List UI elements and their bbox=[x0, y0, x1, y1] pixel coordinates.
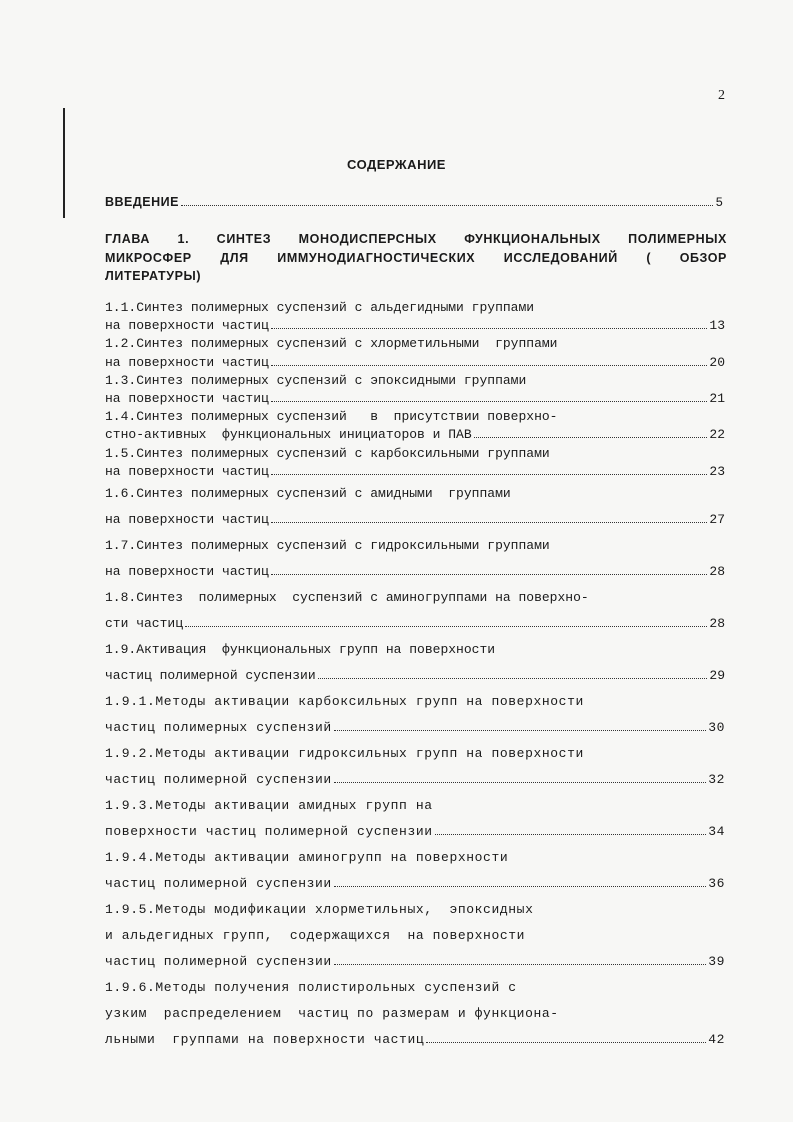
toc-entry-text: частиц полимерной суспензии bbox=[105, 668, 316, 684]
toc-entry bbox=[105, 585, 725, 637]
toc-entry-line bbox=[105, 715, 725, 741]
toc-entry bbox=[105, 793, 725, 845]
toc-entry-page: 22 bbox=[709, 427, 725, 443]
toc-entry-line bbox=[105, 949, 725, 975]
toc-entry-line bbox=[105, 507, 725, 533]
toc-entry-text: поверхности частиц полимерной суспензии bbox=[105, 824, 433, 840]
toc-entry-line bbox=[105, 637, 725, 663]
toc-entry bbox=[105, 637, 725, 689]
toc-entry-text: 1.1.Синтез полимерных суспензий с альдегидными группами bbox=[105, 300, 535, 315]
toc-entry-page: 28 bbox=[709, 564, 725, 580]
toc-entry-text: 1.7.Синтез полимерных суспензий с гидроксильными группами bbox=[105, 538, 550, 554]
toc-entry-page: 13 bbox=[709, 318, 725, 334]
toc-entry-line bbox=[105, 819, 725, 845]
leader-dots bbox=[181, 196, 714, 206]
toc-entry bbox=[105, 335, 725, 371]
toc-entry-line bbox=[105, 767, 725, 793]
toc-entry-text: 1.6.Синтез полимерных суспензий с амидными группами bbox=[105, 486, 511, 502]
leader-dots bbox=[271, 355, 708, 366]
leader-dots bbox=[426, 1032, 706, 1043]
toc-entry-page: 36 bbox=[708, 876, 725, 892]
toc-entry-line bbox=[105, 611, 725, 637]
toc-entry-line bbox=[105, 559, 725, 585]
toc-entry-text: 1.9.Активация функциональных групп на поверхности bbox=[105, 642, 496, 658]
leader-dots bbox=[334, 876, 706, 887]
toc-entry-line bbox=[105, 871, 725, 897]
leader-dots bbox=[435, 824, 707, 835]
leader-dots bbox=[334, 772, 706, 783]
toc-entry-line bbox=[105, 585, 725, 611]
toc-entry-text: частиц полимерной суспензии bbox=[105, 954, 332, 970]
leader-dots bbox=[318, 668, 708, 679]
toc-title: СОДЕРЖАНИЕ bbox=[347, 157, 446, 172]
toc-entry bbox=[105, 845, 725, 897]
toc-entry-text: 1.9.5.Методы модификации хлорметильных, эпоксидных bbox=[105, 902, 534, 918]
toc-entry-text: 1.2.Синтез полимерных суспензий с хлорметильными группами bbox=[105, 336, 558, 352]
toc-entry-text: узким распределением частиц по размерам и функциона- bbox=[105, 1006, 559, 1022]
toc-entry bbox=[105, 372, 725, 408]
toc-entry-text: 1.8.Синтез полимерных суспензий с аминогруппами на поверхно- bbox=[105, 590, 589, 606]
toc-entry-text: на поверхности частиц bbox=[105, 463, 269, 479]
toc-entry-text: на поверхности частиц bbox=[105, 391, 269, 407]
toc-entry-line bbox=[105, 1027, 725, 1053]
intro-label: ВВЕДЕНИЕ bbox=[105, 195, 179, 209]
toc-entry-line bbox=[105, 390, 725, 408]
toc-entry bbox=[105, 299, 725, 335]
toc-entry-line bbox=[105, 372, 725, 390]
toc-entry-line bbox=[105, 689, 725, 715]
toc-entry bbox=[105, 975, 725, 1053]
toc-entry-text: 1.5.Синтез полимерных суспензий с карбоксильными группами bbox=[105, 445, 550, 461]
toc-entry-text: 1.9.2.Методы активации гидроксильных групп на поверхности bbox=[105, 746, 584, 762]
toc-entry-page: 20 bbox=[709, 354, 725, 370]
toc-entry-line bbox=[105, 663, 725, 689]
toc-entry-line bbox=[105, 354, 725, 372]
toc-entry-page: 28 bbox=[709, 616, 725, 632]
toc-entry-text: на поверхности частиц bbox=[105, 512, 269, 528]
toc-entry bbox=[105, 445, 725, 481]
intro-page: 5 bbox=[715, 196, 723, 210]
toc-entry-text: частиц полимерной суспензии bbox=[105, 772, 332, 788]
toc-entry-line bbox=[105, 741, 725, 767]
toc-entry bbox=[105, 689, 725, 741]
toc-entry-text: льными группами на поверхности частиц bbox=[105, 1032, 425, 1048]
leader-dots bbox=[271, 391, 708, 402]
toc-entry-text: 1.9.1.Методы активации карбоксильных групп на поверхности bbox=[105, 694, 584, 710]
toc-entry bbox=[105, 408, 725, 444]
toc-entry-page: 27 bbox=[709, 512, 725, 528]
toc-entry-line bbox=[105, 533, 725, 559]
leader-dots bbox=[271, 512, 708, 523]
toc-entry-line bbox=[105, 1001, 725, 1027]
leader-dots bbox=[271, 464, 708, 475]
chapter-line: МИКРОСФЕР ДЛЯ ИММУНОДИАГНОСТИЧЕСКИХ ИССЛЕДОВАНИЙ ( ОБЗОР bbox=[105, 250, 727, 265]
toc-entries bbox=[105, 299, 725, 1053]
chapter-heading bbox=[105, 230, 727, 286]
toc-entry-text: частиц полимерных суспензий bbox=[105, 720, 332, 736]
toc-entry bbox=[105, 481, 725, 533]
toc-entry-text: на поверхности частиц bbox=[105, 318, 269, 334]
toc-entry-text: 1.3.Синтез полимерных суспензий с эпоксидными группами bbox=[105, 372, 527, 388]
toc-entry-text: сти частиц bbox=[105, 616, 184, 632]
toc-entry-line bbox=[105, 445, 725, 463]
toc-entry-page: 30 bbox=[708, 720, 725, 736]
chapter-line: ЛИТЕРАТУРЫ) bbox=[105, 269, 202, 283]
toc-entry-line bbox=[105, 426, 725, 444]
toc-entry-page: 29 bbox=[709, 668, 725, 684]
toc-entry-page: 32 bbox=[708, 772, 725, 788]
toc-entry-text: 1.9.4.Методы активации аминогрупп на поверхности bbox=[105, 850, 509, 866]
toc-entry-text: на поверхности частиц bbox=[105, 354, 269, 370]
toc-entry-text: частиц полимерной суспензии bbox=[105, 876, 332, 892]
toc-entry bbox=[105, 741, 725, 793]
toc-entry bbox=[105, 897, 725, 975]
toc-entry bbox=[105, 533, 725, 585]
page-number: 2 bbox=[718, 88, 725, 103]
toc-entry-line bbox=[105, 335, 725, 353]
toc-entry-line bbox=[105, 793, 725, 819]
toc-entry-text: 1.9.3.Методы активации амидных групп на bbox=[105, 798, 433, 814]
toc-entry-line bbox=[105, 481, 725, 507]
toc-entry-text: на поверхности частиц bbox=[105, 564, 269, 580]
leader-dots bbox=[271, 564, 708, 575]
toc-entry-page: 21 bbox=[709, 391, 725, 407]
toc-entry-line bbox=[105, 408, 725, 426]
toc-entry-page: 23 bbox=[709, 463, 725, 479]
toc-entry-page: 34 bbox=[708, 824, 725, 840]
toc-entry-line bbox=[105, 317, 725, 335]
leader-dots bbox=[271, 318, 708, 329]
toc-entry-line bbox=[105, 975, 725, 1001]
toc-entry-line bbox=[105, 463, 725, 481]
leader-dots bbox=[334, 954, 706, 965]
toc-entry-page: 42 bbox=[708, 1032, 725, 1048]
toc-entry-page: 39 bbox=[708, 954, 725, 970]
toc-intro bbox=[105, 195, 723, 210]
toc-entry-line bbox=[105, 299, 725, 317]
leader-dots bbox=[185, 616, 707, 627]
toc-entry-line bbox=[105, 845, 725, 871]
toc-entry-text: стно-активных функциональных инициаторов и ПАВ bbox=[105, 427, 472, 443]
toc-entry-text: и альдегидных групп, содержащихся на поверхности bbox=[105, 928, 526, 944]
leader-dots bbox=[334, 720, 706, 731]
toc-entry-text: 1.4.Синтез полимерных суспензий в присутствии поверхно- bbox=[105, 409, 558, 425]
leader-dots bbox=[474, 428, 708, 439]
chapter-line: ГЛАВА 1. СИНТЕЗ МОНОДИСПЕРСНЫХ ФУНКЦИОНАЛЬНЫХ ПОЛИМЕРНЫХ bbox=[105, 232, 727, 246]
toc-entry-line bbox=[105, 923, 725, 949]
toc-entry-line bbox=[105, 897, 725, 923]
toc-entry-text: 1.9.6.Методы получения полистирольных суспензий с bbox=[105, 980, 517, 996]
